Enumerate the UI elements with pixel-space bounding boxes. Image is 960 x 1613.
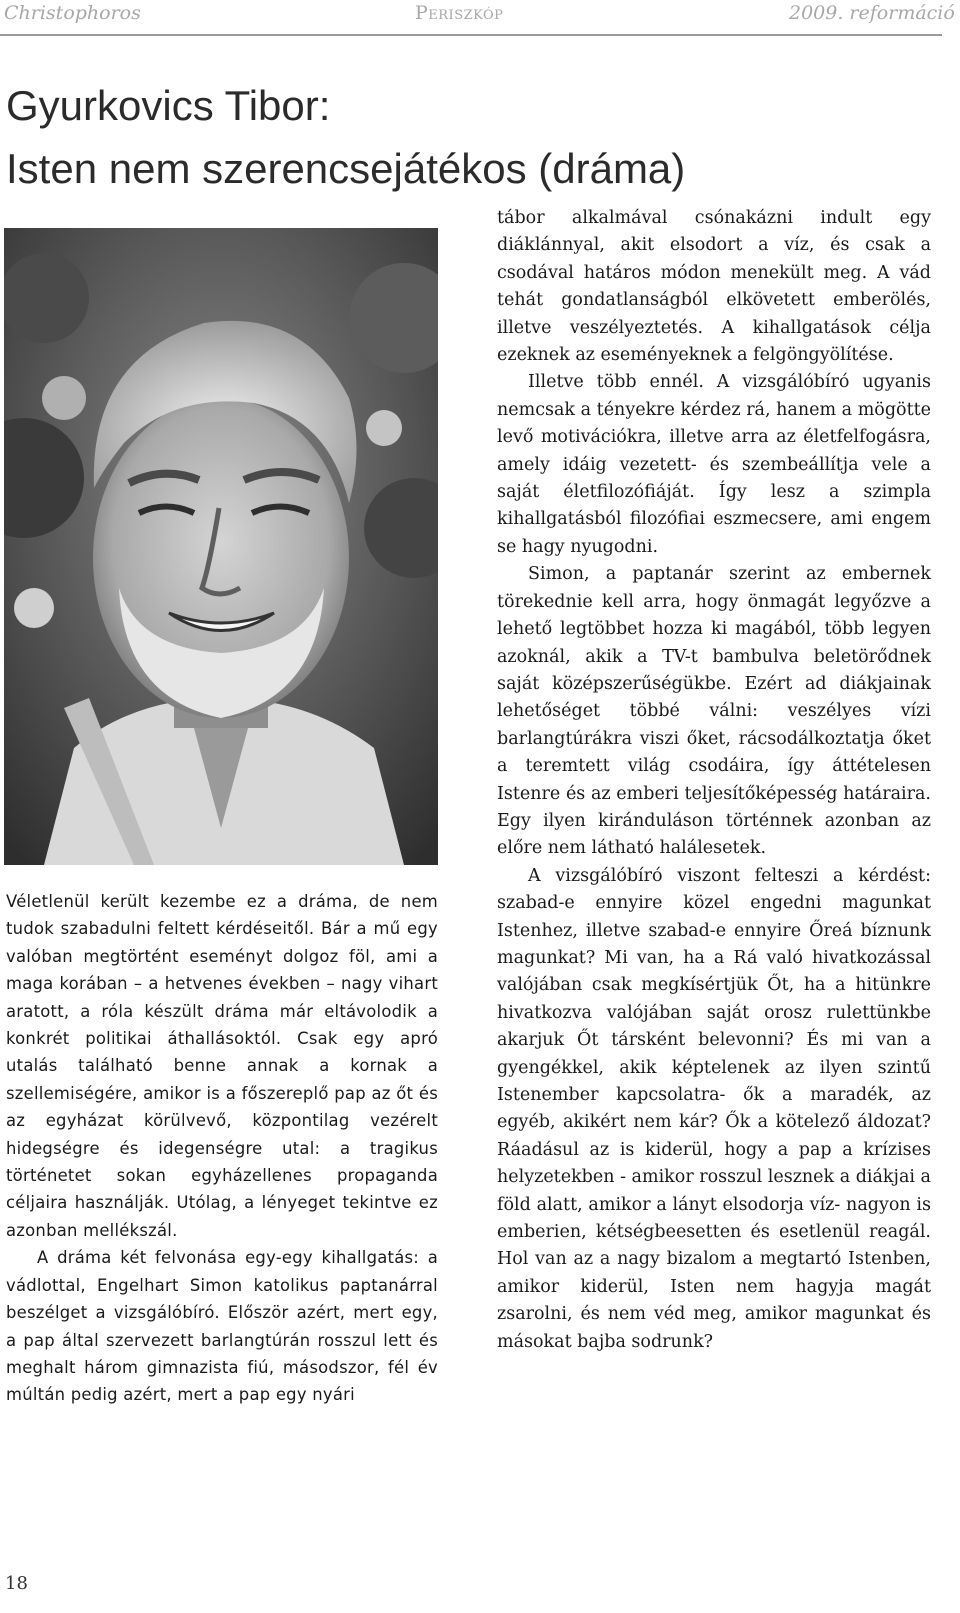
article-column-right (497, 205, 931, 1356)
article-column-left (6, 888, 438, 1409)
article-title-line-1: Gyurkovics Tibor: (6, 82, 331, 129)
page-number: 18 (5, 1573, 28, 1594)
header-left-text: Christophoros (4, 2, 141, 24)
article-paragraph: A vizsgálóbíró viszont felteszi a kérdést: szabad-e ennyire közel engedni magunkat Istenhez, illetve szabad-e ennyire Őreá bíznunk magunkat? Mi van, ha a Rá való hivatkozással valójában csak megkísértjük Őt, ha a hitünkre hivatkozva valójában saját orosz rulettünkbe akarjuk Őt társként belevonni? És mi van a gyengékkel, akik képtelenek az ilyen szintű Istenember kapcsolatra- ők a maradék, az egyéb, akikért nem kár? Ők a kötelező áldozat? Ráadásul az is kiderül, hogy a pap a krízises helyzetekben - amikor rosszul lesznek a diákjai a föld alatt, amikor a lányt elsodorja víz- nagyon is emberien, kétségbeesetten és esetlenül reagál. Hol van az a nagy bizalom a megtartó Istenben, amikor kiderül, Isten nem hagyja magát zsarolni, és nem véd meg, amikor magunkat és másokat bajba sodrunk? (497, 865, 931, 1352)
article-paragraph: Véletlenül került kezembe ez a dráma, de nem tudok szabadulni feltett kérdéseitől. Bár a mű egy valóban megtörtént eseményt dolgoz föl, ami a maga korában – a hetvenes években – nagy vihart aratott, a róla készült dráma már eltávolodik a konkrét politikai áthallásoktól. Csak egy apró utalás található benne annak a kornak a szellemiségére, amikor is a főszereplő pap az őt és az egyházat körülvevő, központilag vezérelt hidegségre és idegenségre utal: a tragikus történetet sokan egyházellenes propaganda céljaira használják. Utólag, a lényeget tekintve ez azonban mellékszál. (6, 892, 438, 1240)
article-paragraph: tábor alkalmával csónakázni indult egy diáklánnyal, akit elsodort a víz, és csak a csodával határos módon menekült meg. A vád tehát gondatlanságból elkövetett emberölés, illetve veszélyeztetés. A kihallgatások célja ezeknek az eseményeknek a felgöngyölítése. (497, 208, 931, 366)
article-paragraph: A dráma két felvonása egy-egy kihallgatás: a vádlottal, Engelhart Simon katolikus paptanárral beszélget a vizsgálóbíró. Először azért, mert egy, a pap által szervezett barlangtúrán rosszul lett és meghalt három gimnazista fiú, másodszor, fél év múltán pedig azért, mert a pap egy nyári (6, 1248, 438, 1405)
article-title (6, 74, 936, 200)
header-right-text: 2009. reformáció (789, 2, 955, 24)
header-center-text: Periszkóp (415, 2, 504, 24)
article-paragraph: Illetve több ennél. A vizsgálóbíró ugyanis nemcsak a tényekre kérdez rá, hanem a mögötte levő motivációkra, illetve arra az életfelfogásra, amely idáig vezetett- és szembeállítja vele a saját életfilozófiáját. Így lesz a szimpla kihallgatásból filozófiai eszmecsere, ami engem se hagy nyugodni. (497, 372, 931, 557)
author-portrait-image (4, 228, 438, 865)
article-title-line-2: Isten nem szerencsejátékos (dráma) (6, 145, 686, 192)
article-paragraph: Simon, a paptanár szerint az embernek törekednie kell arra, hogy önmagát legyőzve a lehető legtöbbet hozza ki magából, több legyen azoknál, akik a TV-t bambulva beletörődnek saját középszerűségükbe. Ezért ad diákjainak lehetőséget többé válni: veszélyes vízi barlangtúrákra viszi őket, rácsodálkoztatja őket a teremtett világ csodáira, így áttételesen Istenre és az emberi teljesítőképesség határaira. Egy ilyen kiránduláson történnek azonban az előre nem látható halálesetek. (497, 564, 931, 859)
running-header (0, 0, 955, 36)
author-photo (4, 228, 438, 865)
